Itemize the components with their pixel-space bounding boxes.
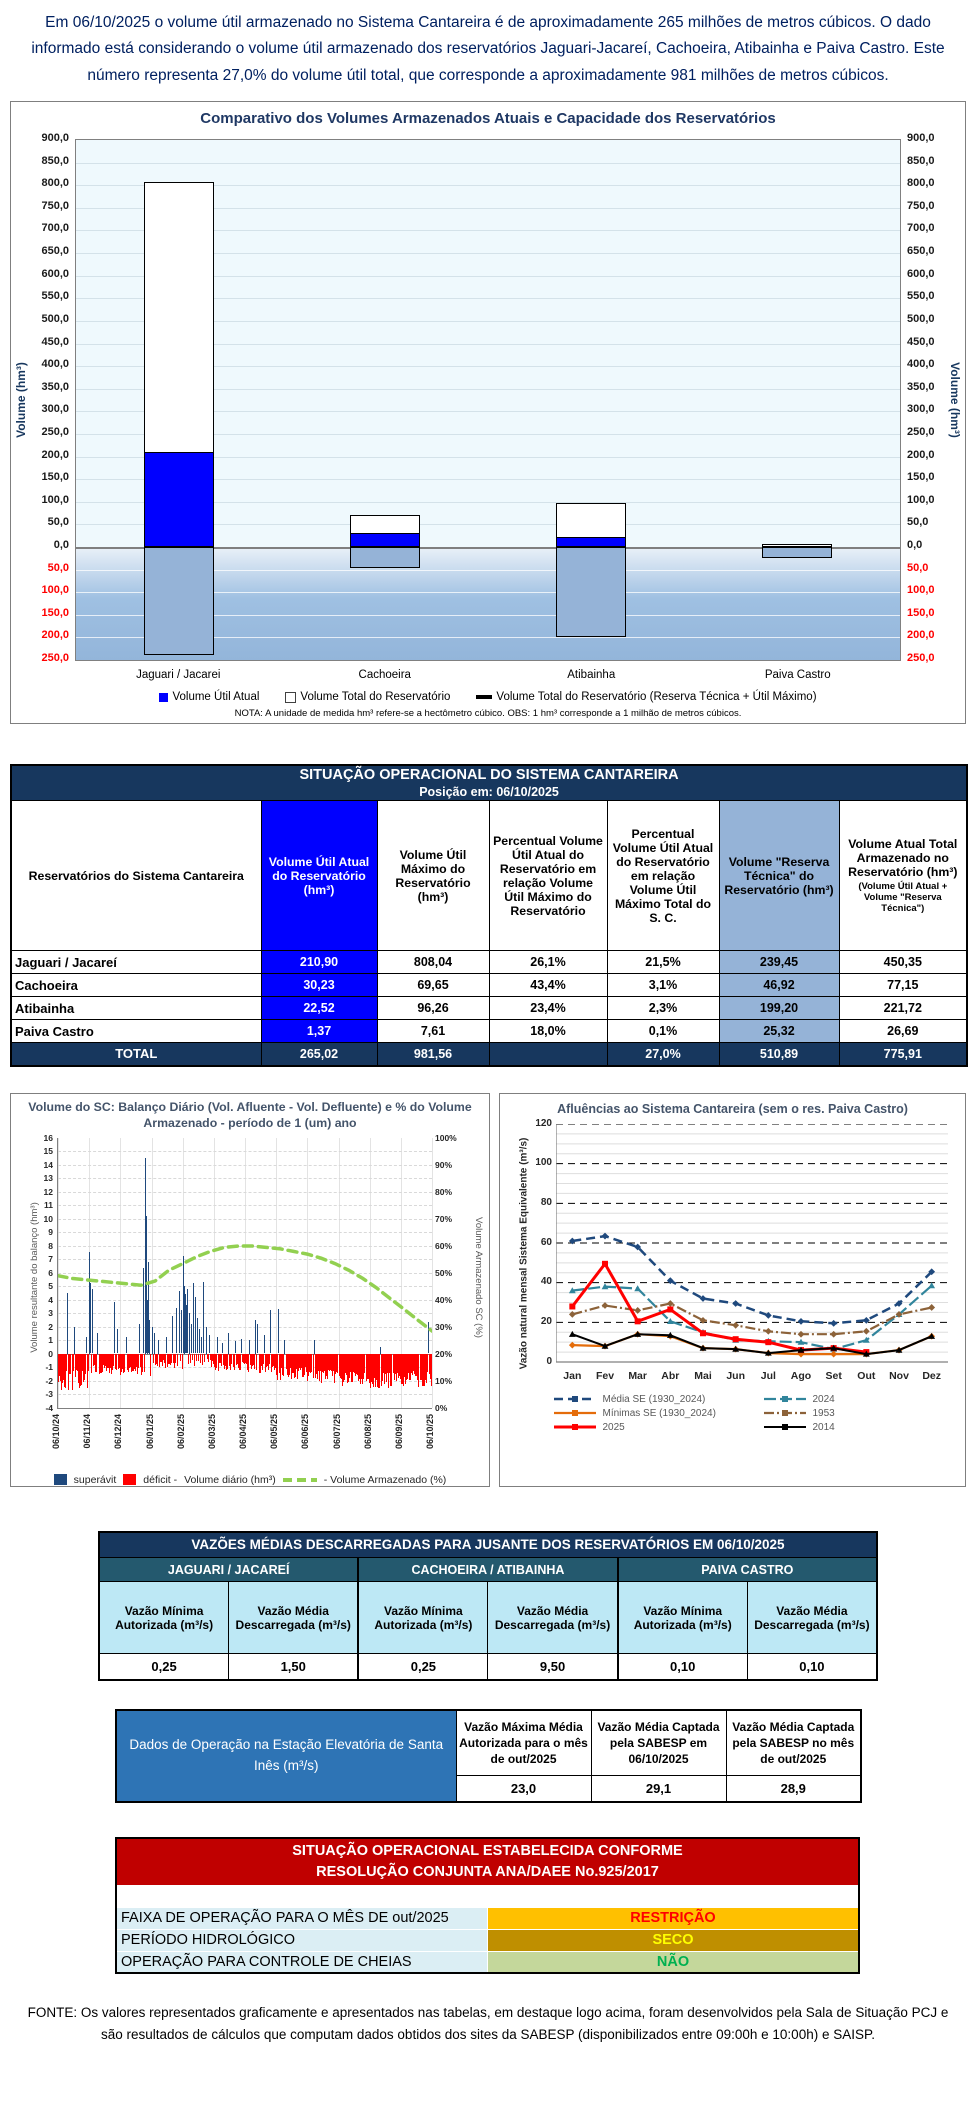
legend-label: superávit (73, 1473, 117, 1486)
legend-label: 2024 (812, 1393, 835, 1405)
x-axis-label: Atibainha (567, 669, 616, 682)
x-axis-label: 06/10/25 (425, 1413, 435, 1449)
y-tick-label: 700,0 (907, 222, 935, 235)
volume-util-atual-bar (144, 452, 214, 547)
x-axis-label: Cachoeira (358, 669, 411, 682)
month-gridline (432, 1138, 433, 1408)
spacer-row (116, 1885, 859, 1907)
pct-tick-label: 100% (435, 1132, 457, 1143)
legend-label: - Volume Armazenado (%) (323, 1473, 447, 1486)
x-axis-label: Jul (760, 1369, 776, 1382)
table-title: VAZÕES MÉDIAS DESCARREGADAS PARA JUSANTE DOS RESERVATÓRIOS EM 06/10/2025 (99, 1532, 877, 1558)
x-axis-label: Out (857, 1369, 876, 1382)
legend-item (553, 1394, 763, 1405)
pct-tick-label: 70% (435, 1213, 453, 1224)
y-tick-label: 800,0 (907, 177, 935, 190)
legend-line-icon (553, 1422, 597, 1432)
y-axis-title-right: Volume Armazenado SC (%) (473, 1216, 485, 1338)
y-tick-label: 750,0 (41, 199, 69, 212)
y-tick-label: -4 (45, 1402, 53, 1413)
station-label: Dados de Operação na Estação Elevatória de Santa Inês (m³/s) (116, 1710, 456, 1802)
legend-item (763, 1422, 913, 1433)
status-row: PERÍODO HIDROLÓGICO SECO (116, 1929, 859, 1951)
santa-ines-table (115, 1709, 862, 1803)
y-tick-label: 16 (43, 1132, 53, 1143)
table-title-band (11, 765, 967, 801)
x-axis-label: 06/07/25 (331, 1413, 342, 1449)
table-title: SITUAÇÃO OPERACIONAL DO SISTEMA CANTAREIRA (299, 767, 679, 784)
pct-tick-label: 40% (435, 1294, 453, 1305)
table-row: Cachoeira 30,23 69,65 43,4% 3,1% 46,92 77,15 (11, 974, 967, 997)
volume-util-atual-bar (350, 533, 420, 547)
y-tick-label: 400,0 (41, 358, 69, 371)
chart-title: Afluências ao Sistema Cantareira (sem o res. Paiva Castro) (557, 1101, 908, 1116)
x-axis-label: Fev (595, 1369, 615, 1382)
y-tick-label: 7 (48, 1254, 53, 1264)
chart-title: Comparativo dos Volumes Armazenados Atuais e Capacidade dos Reservatórios (200, 110, 776, 128)
legend-line-icon (763, 1408, 807, 1418)
pct-tick-label: 60% (435, 1240, 453, 1251)
y-tick-label: 8 (48, 1240, 53, 1251)
x-axis-labels (75, 669, 901, 687)
y-tick-label: 80 (540, 1196, 552, 1208)
chart-legend (11, 691, 965, 703)
y-tick-label: 40 (540, 1276, 552, 1288)
x-axis-label: 06/12/24 (113, 1413, 124, 1449)
legend-item (763, 1394, 913, 1405)
y-tick-label: 900,0 (907, 132, 935, 145)
y-tick-label: 650,0 (41, 245, 69, 258)
col-header-percentual-reservatorio: Percentual Volume Útil Atual do Reservatório em relação Volume Útil Máximo do Reservatório (489, 801, 607, 951)
y-tick-label: 9 (48, 1227, 53, 1237)
table-row: Jaguari / Jacareí 210,90 808,04 26,1% 21,5% 239,45 450,35 (11, 951, 967, 974)
x-axis-label: Ago (790, 1369, 812, 1382)
chart-title: Volume do SC: Balanço Diário (Vol. Afluente - Vol. Defluente) e % do Volume Armazenado - período de 1 (um) ano (28, 1099, 472, 1130)
y-tick-label: 15 (43, 1146, 53, 1156)
y-tick-label: 350,0 (907, 380, 935, 393)
legend-line-icon (553, 1408, 597, 1418)
table-title: SITUAÇÃO OPERACIONAL ESTABELECIDA CONFORME RESOLUÇÃO CONJUNTA ANA/DAEE No.925/2017 (116, 1838, 859, 1886)
group-header-row: JAGUARI / JACAREÍ CACHOEIRA / ATIBAINHA PAIVA CASTRO (99, 1558, 877, 1582)
values-row: 23,0 29,1 28,9 (116, 1776, 861, 1802)
x-axis-label: 06/10/24 (51, 1413, 61, 1449)
chart-plot-region (11, 1134, 489, 1466)
y-tick-label: -3 (45, 1389, 53, 1399)
legend-label: déficit - (143, 1473, 178, 1486)
armazenado-line (58, 1138, 432, 1408)
y-tick-label: 6 (48, 1267, 53, 1278)
x-axis-label: Mai (694, 1369, 712, 1382)
x-axis-label: Set (825, 1369, 842, 1382)
y-tick-label: 600,0 (907, 267, 935, 280)
table-subtitle: Posição em: 06/10/2025 (419, 785, 559, 800)
y-tick-label: 500,0 (41, 312, 69, 325)
legend-label: 2014 (812, 1421, 835, 1433)
y-axis-title-left: Volume resultante do balanço (hm³) (28, 1201, 40, 1353)
table-row: Paiva Castro 1,37 7,61 18,0% 0,1% 25,32 26,69 (11, 1020, 967, 1043)
y-tick-label: 120 (535, 1117, 552, 1129)
col-header-reserva-tecnica: Volume "Reserva Técnica" do Reservatório (hm³) (719, 801, 839, 951)
situacao-operacional-table (10, 764, 968, 1067)
sub-header-row: Vazão Mínima Autorizada (m³/s) Vazão Média Descarregada (m³/s) Vazão Mínima Autorizada (m³/s) Vazão Média Descarregada (m³/s) Vazão Mínima Autorizada (m³/s) Vazão Média Descarregada (m³/s) (99, 1582, 877, 1654)
legend-item (763, 1408, 913, 1419)
reserva-tecnica-bar (762, 547, 832, 558)
x-axis-label: 06/05/25 (269, 1413, 280, 1449)
fonte-footer: FONTE: Os valores representados graficamente e apresentados nas tabelas, em destaque logo acima, foram desenvolvidos pela Sala de Situação PCJ e são resultados de cálculos que computam dados obtidos dos sites da SABESP (disponibilizados entre 09:00h e 10:00h) e SAISP. (27, 2005, 949, 2042)
y-tick-label: 12 (43, 1186, 53, 1197)
resolucao-table (115, 1837, 860, 1975)
y-tick-label: 250,0 (907, 425, 935, 438)
reserva-tecnica-bar (144, 547, 214, 655)
x-axis-label: Nov (889, 1369, 909, 1382)
legend-label: 2025 (602, 1421, 625, 1433)
y-tick-label: 550,0 (41, 290, 69, 303)
legend-line-icon (553, 1394, 597, 1404)
legend-item (476, 691, 816, 703)
x-axis-label: 06/11/24 (82, 1413, 93, 1449)
middle-charts-row (10, 1093, 966, 1487)
legend-label: Volume diário (hm³) (184, 1473, 276, 1486)
table-row: Atibainha 22,52 96,26 23,4% 2,3% 199,20 221,72 (11, 997, 967, 1020)
y-tick-label: 100,0 (41, 584, 69, 597)
y-tick-label: 50,0 (47, 516, 69, 529)
y-tick-label: 500,0 (907, 312, 935, 325)
table-total-row: TOTAL 265,02 981,56 27,0% 510,89 775,91 (11, 1043, 967, 1066)
legend-label: Média SE (1930_2024) (602, 1393, 706, 1405)
y-tick-label: 1 (48, 1335, 53, 1345)
chart-plot-region (11, 133, 965, 667)
chart-legend (11, 1474, 489, 1486)
y-tick-label: 100,0 (907, 493, 935, 506)
y-tick-label: 13 (43, 1173, 53, 1183)
x-axis-label: Abr (661, 1369, 680, 1382)
legend-item (553, 1422, 763, 1433)
legend-line-icon (763, 1422, 807, 1432)
y-tick-label: 850,0 (907, 154, 935, 167)
y-tick-label: 20 (540, 1315, 552, 1327)
legend-label: 1953 (812, 1407, 835, 1419)
chart-note: NOTA: A unidade de medida hm³ refere-se a hectômetro cúbico. OBS: 1 hm³ corresponde a 1 milhão de metros cúbicos. (234, 708, 742, 720)
y-tick-label: 2 (48, 1321, 53, 1332)
surplus-swatch-icon (54, 1474, 67, 1485)
plot-area (75, 139, 901, 661)
y-tick-label: 900,0 (41, 132, 69, 145)
reserva-tecnica-bar (556, 547, 626, 637)
y-tick-label: 700,0 (41, 222, 69, 235)
y-axis-title-left: Volume (hm³) (13, 362, 28, 438)
y-tick-label: 100,0 (41, 493, 69, 506)
x-axis-label: 06/01/25 (144, 1413, 155, 1449)
y-tick-label: 14 (43, 1159, 53, 1170)
y-tick-label: 200,0 (41, 448, 69, 461)
pct-tick-label: 90% (435, 1159, 453, 1170)
plot-area (57, 1138, 432, 1409)
balanco-diario-chart (10, 1093, 490, 1487)
legend-item (285, 691, 450, 703)
y-tick-label: 11 (44, 1200, 53, 1210)
x-axis-label: 06/04/25 (238, 1413, 248, 1449)
y-tick-label: 50,0 (907, 516, 929, 529)
x-axis-label: 06/02/25 (175, 1413, 186, 1449)
pct-tick-label: 30% (435, 1321, 453, 1332)
volume-util-atual-bar (556, 537, 626, 547)
legend-label: Volume Total do Reservatório (300, 691, 451, 704)
y-tick-label: 550,0 (907, 290, 935, 303)
y-tick-label: 150,0 (907, 471, 935, 484)
y-tick-label: 50,0 (47, 561, 69, 574)
pct-tick-label: 50% (435, 1267, 453, 1278)
y-axis-title: Vazão natural mensal Sistema Equivalente (m³/s) (518, 1137, 530, 1369)
col-header-percentual-total: Percentual Volume Útil Atual do Reservatório em relação Volume Útil Máximo Total do S. C. (607, 801, 719, 951)
y-tick-label: 600,0 (41, 267, 69, 280)
legend-label: Mínimas SE (1930_2024) (602, 1407, 716, 1419)
x-axis-label: Mar (628, 1369, 647, 1382)
reserva-tecnica-bar (350, 547, 420, 568)
y-tick-label: 250,0 (41, 425, 69, 438)
x-axis-label: Jun (726, 1369, 745, 1382)
status-row: OPERAÇÃO PARA CONTROLE DE CHEIAS NÃO (116, 1951, 859, 1973)
y-tick-label: 200,0 (41, 629, 69, 642)
pct-tick-label: 80% (435, 1186, 453, 1197)
col-header-reservatorios: Reservatórios do Sistema Cantareira (11, 801, 261, 951)
col-header-volume-util-atual: Volume Útil Atual do Reservatório (hm³) (261, 801, 377, 951)
y-tick-label: 250,0 (907, 652, 935, 665)
pct-tick-label: 0% (435, 1402, 448, 1413)
status-row: FAIXA DE OPERAÇÃO PARA O MÊS DE out/2025 RESTRIÇÃO (116, 1907, 859, 1929)
y-tick-label: -2 (45, 1375, 53, 1386)
y-tick-label: 450,0 (41, 335, 69, 348)
x-axis-label: 06/06/25 (300, 1413, 311, 1449)
y-tick-label: 350,0 (41, 380, 69, 393)
pct-tick-label: 10% (435, 1375, 453, 1386)
col-header-volume-total-armazenado: Volume Atual Total Armazenado no Reservatório (hm³) (Volume Útil Atual + Volume "Reserva Técnica") (839, 801, 967, 951)
y-tick-label: 50,0 (907, 561, 929, 574)
status-badge: SECO (488, 1929, 860, 1951)
y-tick-label: 150,0 (41, 606, 69, 619)
x-axis-label: Dez (922, 1369, 941, 1382)
values-row: 0,25 1,50 0,25 9,50 0,10 0,10 (99, 1654, 877, 1680)
black-dash-icon (476, 695, 492, 699)
y-tick-label: 200,0 (907, 629, 935, 642)
x-axis-label: 06/09/25 (393, 1413, 404, 1449)
y-tick-label: 650,0 (907, 245, 935, 258)
table-header-row (11, 801, 967, 951)
intro-text: Em 06/10/2025 o volume útil armazenado no Sistema Cantareira é de aproximadamente 265 milhões de metros cúbicos. O dado informado está considerando o volume útil armazenado dos reservatórios Jaguari-Jacareí, Cachoeira, Atibainha e Paiva Castro. Este número representa 27,0% do volume útil total, que corresponde a aproximadamente 981 milhões de metros cúbicos. (31, 14, 945, 84)
chart-legend (500, 1394, 965, 1433)
y-tick-label: 800,0 (41, 177, 69, 190)
y-tick-label: 60 (540, 1236, 552, 1248)
y-tick-label: 750,0 (907, 199, 935, 212)
armazenado-line-icon (283, 1478, 317, 1482)
col-header-note: (Volume Útil Atual + Volume "Reserva Técnica") (858, 881, 948, 915)
status-badge: RESTRIÇÃO (488, 1907, 860, 1929)
y-tick-label: 100 (535, 1157, 552, 1169)
y-tick-label: 200,0 (907, 448, 935, 461)
blue-square-icon (159, 693, 168, 702)
y-tick-label: 0,0 (53, 538, 69, 551)
deficit-swatch-icon (123, 1474, 136, 1485)
gridline (76, 163, 900, 164)
afluencias-plot (556, 1124, 948, 1364)
header-row: Dados de Operação na Estação Elevatória de Santa Inês (m³/s) Vazão Máxima Média Autorizada para o mês de out/2025 Vazão Média Captada pela SABESP em 06/10/2025 Vazão Média Captada pela SABESP no mês de out/2025 (116, 1710, 861, 1776)
y-tick-label: 150,0 (41, 471, 69, 484)
x-axis-label: Jan (563, 1369, 582, 1382)
pct-tick-label: 20% (435, 1348, 453, 1359)
y-axis-title-right: Volume (hm³) (948, 362, 963, 438)
x-axis-label: Paiva Castro (764, 669, 831, 682)
y-tick-label: 300,0 (907, 403, 935, 416)
x-axis-label: 06/08/25 (362, 1413, 373, 1449)
y-tick-label: 3 (48, 1308, 53, 1318)
legend-label: Volume Total do Reservatório (Reserva Técnica + Útil Máximo) (496, 691, 817, 704)
white-square-icon (285, 692, 296, 703)
legend-item (159, 691, 259, 703)
legend-item (553, 1408, 763, 1419)
x-axis-label: Jaguari / Jacarei (136, 669, 221, 682)
y-tick-label: 400,0 (907, 358, 935, 371)
x-axis-label: 06/03/25 (206, 1413, 217, 1449)
y-tick-label: 100,0 (907, 584, 935, 597)
y-tick-label: 850,0 (41, 154, 69, 167)
y-tick-label: 250,0 (41, 652, 69, 665)
legend-label: Volume Útil Atual (172, 691, 260, 704)
comparativo-volumes-chart (10, 101, 966, 724)
status-badge: NÃO (488, 1951, 860, 1973)
y-tick-label: 0,0 (907, 538, 923, 551)
y-tick-label: 150,0 (907, 606, 935, 619)
afluencias-chart (499, 1093, 966, 1487)
y-tick-label: 450,0 (907, 335, 935, 348)
y-tick-label: 5 (48, 1281, 53, 1291)
legend-line-icon (763, 1394, 807, 1404)
y-tick-label: 4 (48, 1294, 53, 1305)
chart-plot-region (500, 1117, 965, 1388)
vazoes-medias-table (98, 1531, 878, 1681)
y-tick-label: 300,0 (41, 403, 69, 416)
y-tick-label: 0 (546, 1355, 552, 1367)
y-tick-label: -1 (45, 1362, 53, 1372)
y-tick-label: 10 (43, 1213, 53, 1224)
y-tick-label: 0 (48, 1348, 53, 1359)
col-header-volume-util-maximo: Volume Útil Máximo do Reservatório (hm³) (377, 801, 489, 951)
